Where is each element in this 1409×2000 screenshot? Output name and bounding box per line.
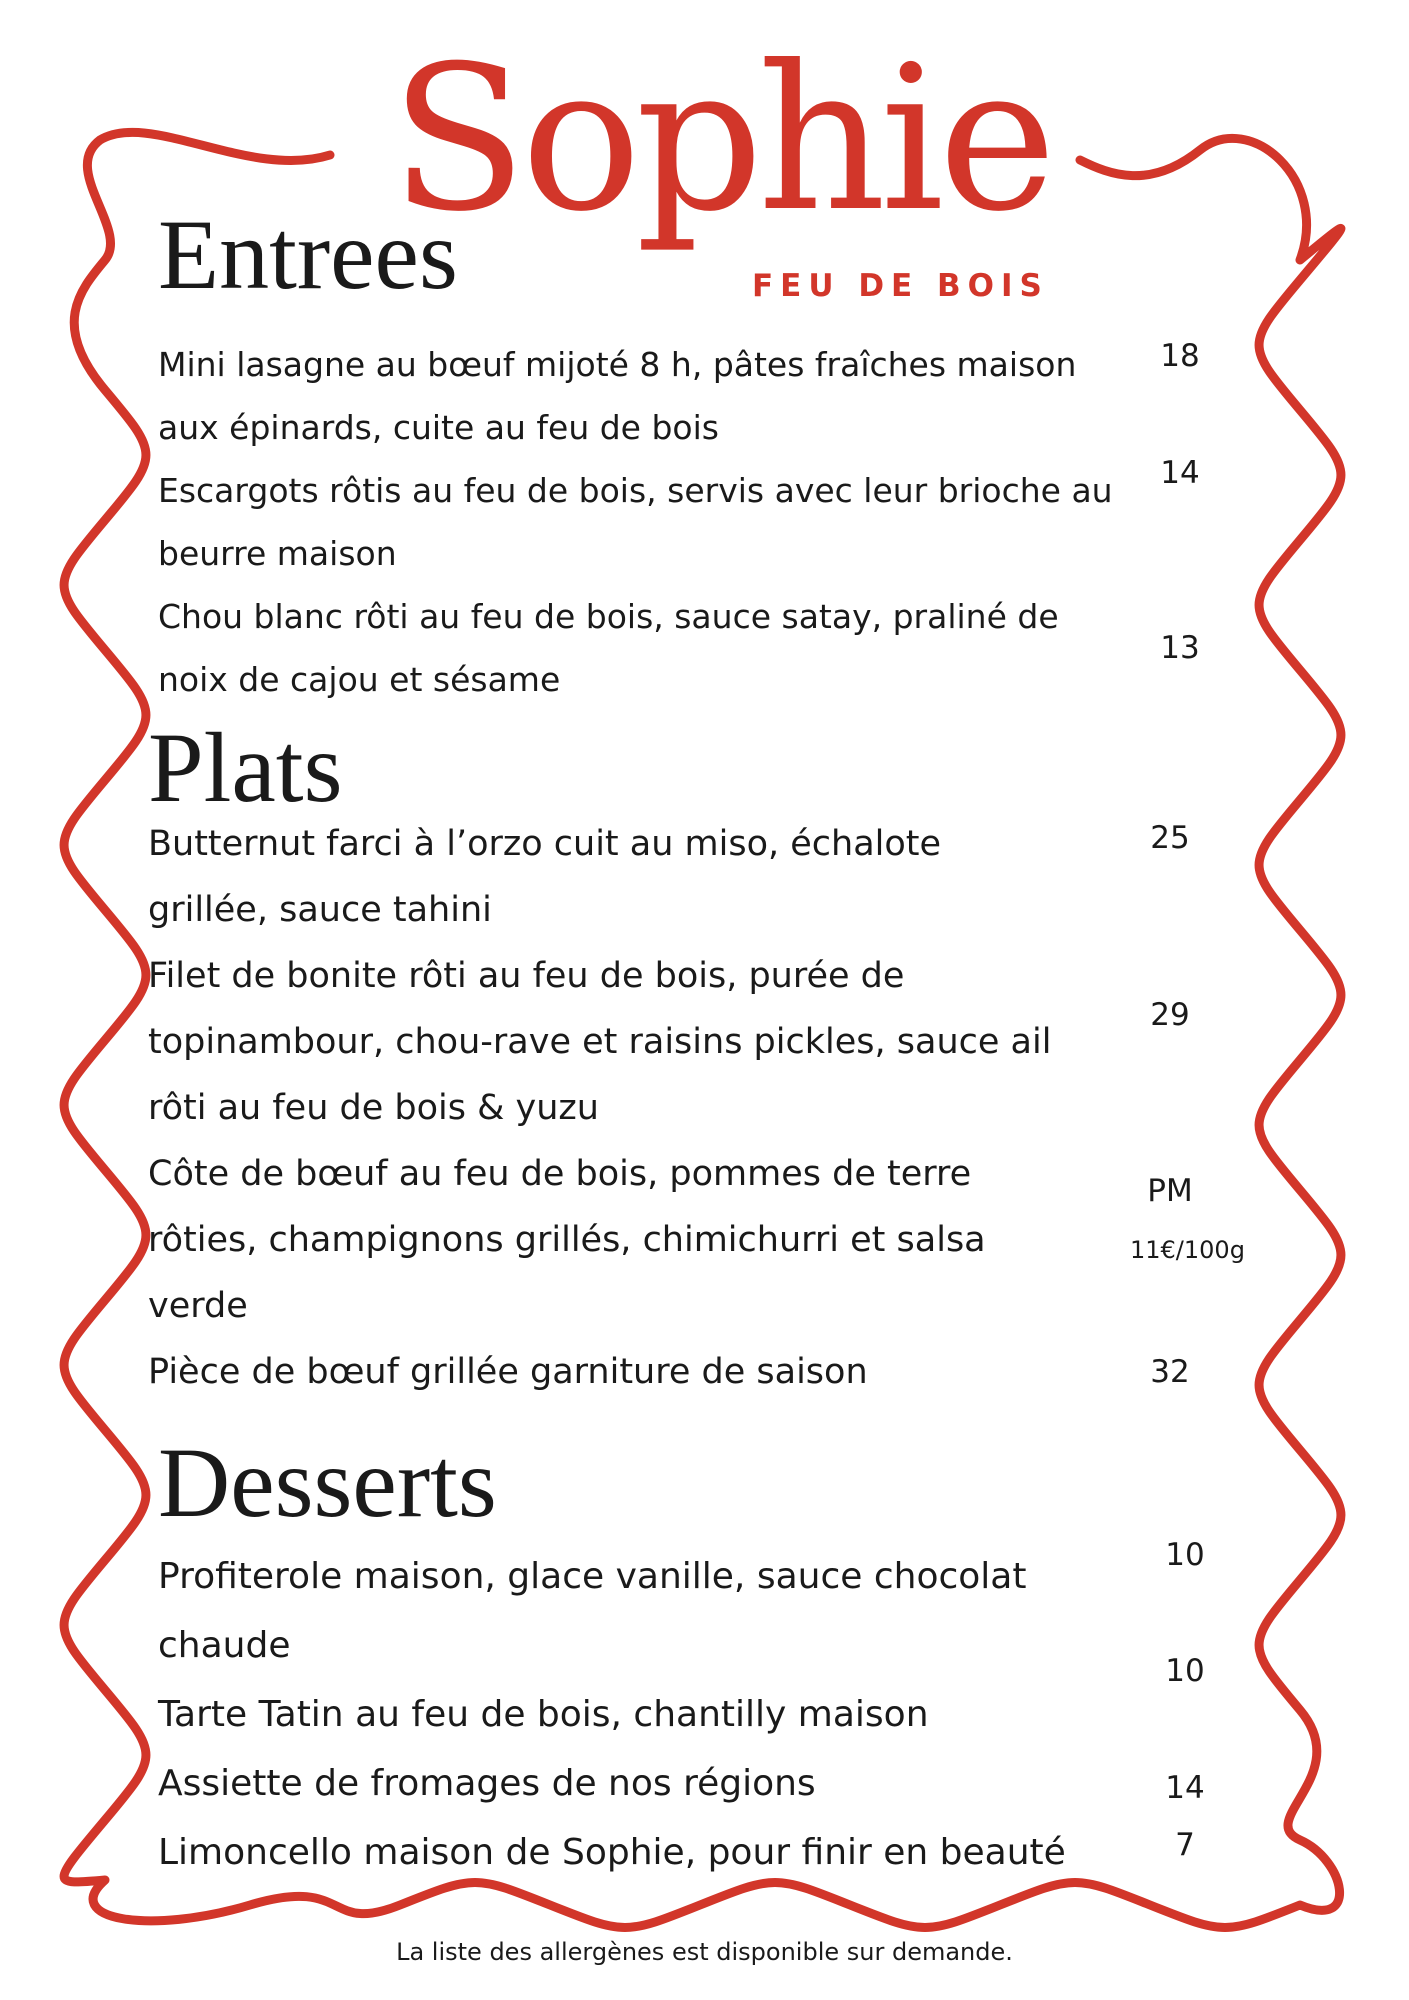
menu-item-description: Assiette de fromages de nos régions xyxy=(158,1763,816,1804)
menu-item-price: 29 xyxy=(1150,997,1190,1033)
menu-item-price: 32 xyxy=(1150,1354,1190,1390)
logo-tagline: FEU DE BOIS xyxy=(752,268,1049,304)
menu-item-description: Filet de bonite rôti au feu de bois, purée de topinambour, chou-rave et raisins pickles, sauce ail rôti au feu de bois & yuzu xyxy=(148,956,1052,1128)
menu-item-price: 14 xyxy=(1165,1770,1205,1806)
section-title-plats: Plats xyxy=(148,712,343,823)
section-title-desserts: Desserts xyxy=(158,1427,497,1538)
allergen-note: La liste des allergènes est disponible sur demande. xyxy=(396,1938,1013,1966)
menu-item-price: 10 xyxy=(1165,1653,1205,1689)
menu-item-description: Limoncello maison de Sophie, pour finir en beauté xyxy=(158,1832,1066,1873)
menu-item-description: Mini lasagne au bœuf mijoté 8 h, pâtes fraîches maison aux épinards, cuite au feu de bois xyxy=(158,345,1077,447)
menu-item-price: 14 xyxy=(1160,455,1200,491)
menu-item-price: 13 xyxy=(1160,630,1200,666)
menu-item-price: PM xyxy=(1147,1173,1193,1209)
menu-item-price: 7 xyxy=(1175,1827,1195,1863)
menu-item-price: 10 xyxy=(1165,1537,1205,1573)
menu-item-description: Pièce de bœuf grillée garniture de saison xyxy=(148,1352,868,1392)
menu-item-description: Tarte Tatin au feu de bois, chantilly maison xyxy=(158,1694,929,1735)
menu-item-price-note: 11€/100g xyxy=(1130,1236,1245,1264)
menu-item-price: 18 xyxy=(1160,338,1200,374)
section-title-entrees: Entrees xyxy=(158,199,458,310)
menu-item-price: 25 xyxy=(1150,820,1190,856)
menu-item-description: Butternut farci à l’orzo cuit au miso, échalote grillée, sauce tahini xyxy=(148,824,942,930)
menu-item-description: Profiterole maison, glace vanille, sauce chocolat chaude xyxy=(158,1556,1027,1666)
menu-item-description: Escargots rôtis au feu de bois, servis avec leur brioche au beurre maison xyxy=(158,471,1113,573)
logo-sophie: Sophie xyxy=(390,23,1051,256)
menu-item-description: Côte de bœuf au feu de bois, pommes de terre rôties, champignons grillés, chimichurri et salsa verde xyxy=(148,1154,986,1326)
menu-item-description: Chou blanc rôti au feu de bois, sauce satay, praliné de noix de cajou et sésame xyxy=(158,597,1059,699)
